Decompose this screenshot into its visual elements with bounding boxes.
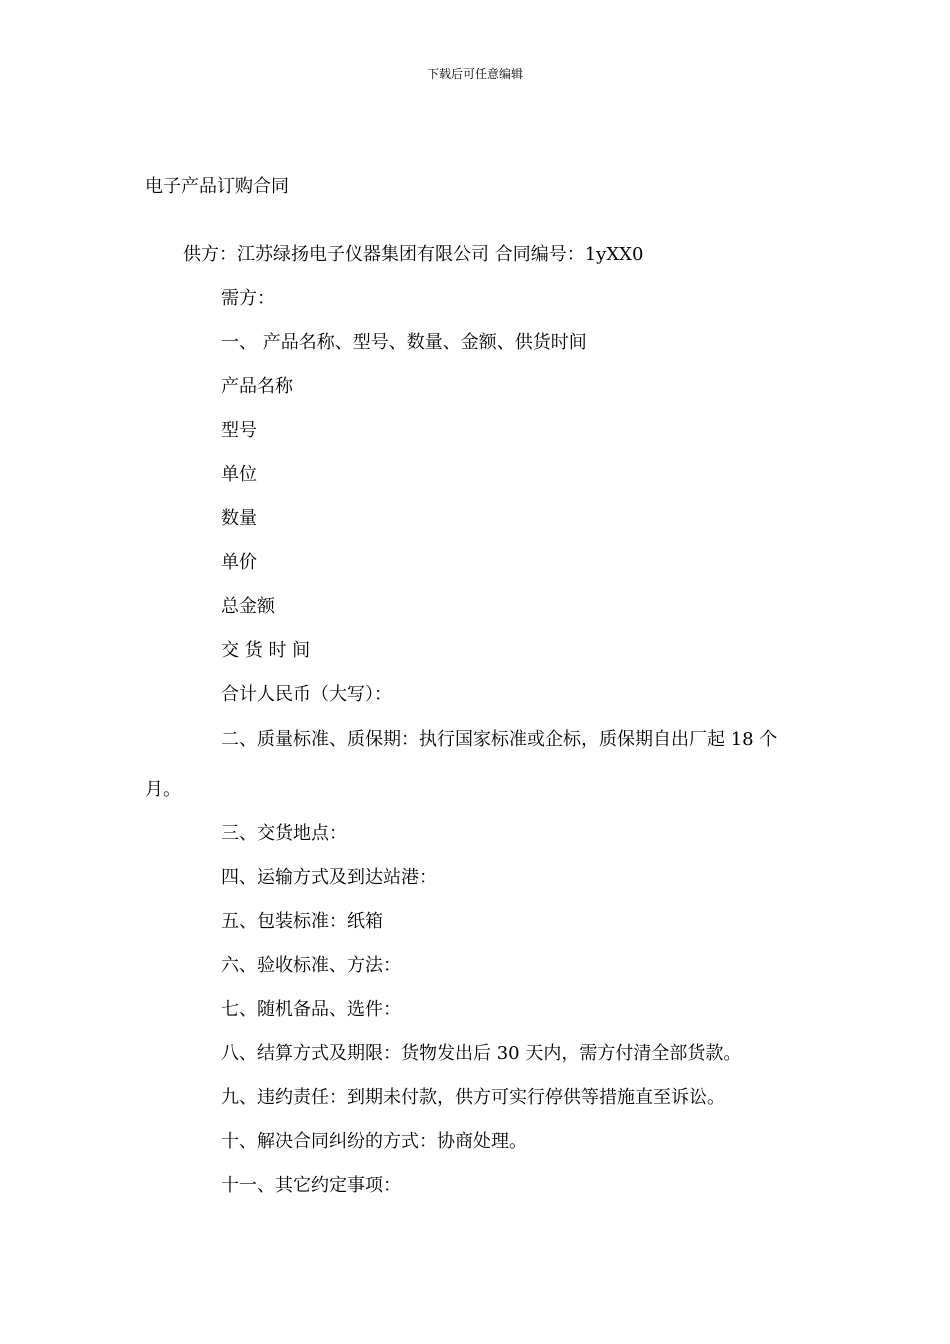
clause-7: 七、随机备品、选件： <box>221 999 401 1020</box>
field-total-amount: 总金额 <box>221 596 275 617</box>
field-unit: 单位 <box>221 464 257 485</box>
section-2-line-2: 月。 <box>145 779 181 800</box>
clause-11: 十一、其它约定事项： <box>221 1175 401 1196</box>
section-1-heading: 一、 产品名称、型号、数量、金额、供货时间 <box>221 332 587 353</box>
document-title: 电子产品订购合同 <box>145 176 289 197</box>
field-model: 型号 <box>221 420 257 441</box>
section-2-line-1: 二、质量标准、质保期：执行国家标准或企标，质保期自出厂起 18 个 <box>221 729 778 750</box>
buyer-line: 需方： <box>221 288 275 309</box>
clause-8: 八、结算方式及期限：货物发出后 30 天内，需方付清全部货款。 <box>221 1043 742 1064</box>
clause-3: 三、交货地点： <box>221 823 347 844</box>
clause-4: 四、运输方式及到达站港： <box>221 867 437 888</box>
clause-5: 五、包装标准：纸箱 <box>221 911 383 932</box>
clause-10: 十、解决合同纠纷的方式：协商处理。 <box>221 1131 527 1152</box>
header-note: 下载后可任意编辑 <box>426 67 523 81</box>
clause-6: 六、验收标准、方法： <box>221 955 401 976</box>
field-unit-price: 单价 <box>221 552 257 573</box>
field-delivery-time: 交 货 时 间 <box>221 640 311 661</box>
field-quantity: 数量 <box>221 508 257 529</box>
field-total-rmb: 合计人民币（大写）： <box>221 684 392 705</box>
supplier-line: 供方：江苏绿扬电子仪器集团有限公司 合同编号：1yXX0 <box>183 244 644 265</box>
clause-9: 九、违约责任：到期未付款，供方可实行停供等措施直至诉讼。 <box>221 1087 725 1108</box>
field-product-name: 产品名称 <box>221 376 293 397</box>
